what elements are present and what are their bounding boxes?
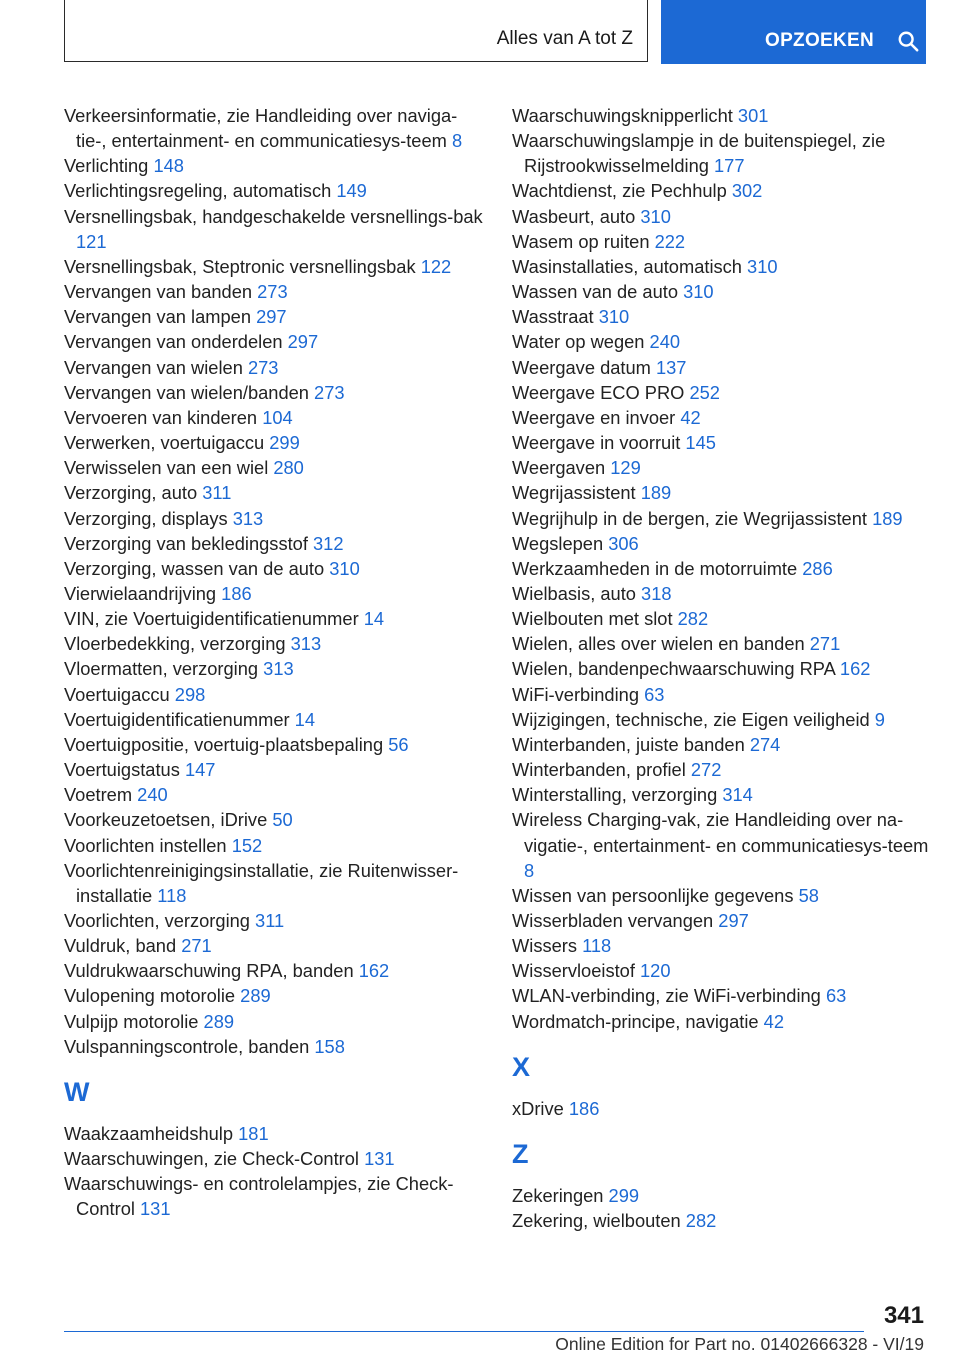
index-list-v xyxy=(64,103,484,1059)
page-reference-link[interactable]: 274 xyxy=(749,733,781,755)
index-entry xyxy=(512,506,932,531)
index-list-z xyxy=(512,1183,932,1233)
index-entry xyxy=(512,430,932,455)
page-reference-link[interactable]: 189 xyxy=(872,507,903,529)
page-reference-link[interactable]: 122 xyxy=(420,255,452,277)
index-entry-text: Waarschuwingsknipperlicht xyxy=(512,105,738,126)
index-entry xyxy=(64,757,484,782)
index-entry xyxy=(512,908,932,933)
page-reference-link[interactable]: 158 xyxy=(314,1035,345,1057)
page-reference-link[interactable]: 189 xyxy=(640,482,672,504)
index-entry-text: Verzorging, auto xyxy=(64,482,203,504)
index-entry-text: Wireless Charging-vak, zie Handleiding over na-vigatie-, entertainment- en communicatiesys-teem xyxy=(512,809,929,856)
index-entry-text: Voorlichtenreinigingsinstallatie, zie Ruitenwisser-installatie xyxy=(64,859,459,906)
index-entry-text: Weergave en invoer xyxy=(512,406,681,428)
page-reference-link[interactable]: 58 xyxy=(798,884,819,906)
index-entry xyxy=(64,531,484,556)
index-entry-text: Vuldrukwaarschuwing RPA, banden xyxy=(64,960,359,982)
footer-divider xyxy=(64,1331,864,1332)
index-entry-text: Wassen van de auto xyxy=(512,281,684,303)
index-entry xyxy=(512,1009,932,1034)
page-reference-link[interactable]: 299 xyxy=(269,432,300,454)
index-entry xyxy=(64,581,484,606)
index-entry xyxy=(512,682,932,707)
page-number: 341 xyxy=(883,1302,924,1329)
search-icon xyxy=(897,30,919,52)
tab-opzoeken[interactable] xyxy=(661,0,926,64)
page-reference-link[interactable]: 118 xyxy=(157,884,187,906)
page-reference-link[interactable]: 162 xyxy=(839,658,871,680)
index-entry-text: Wisservloeistof xyxy=(512,960,640,982)
page-reference-link[interactable]: 311 xyxy=(255,910,285,931)
index-entry xyxy=(64,355,484,380)
page-reference-link[interactable]: 9 xyxy=(874,708,885,730)
index-entry-text: Verzorging, wassen van de auto xyxy=(64,557,330,579)
index-entry-text: Vervangen van wielen/banden xyxy=(64,381,315,403)
index-entry-text: Wegrijassistent xyxy=(512,482,641,504)
page-reference-link[interactable]: 282 xyxy=(685,1210,717,1232)
index-entry-text: Vuldruk, band xyxy=(64,935,182,957)
index-entry-text: Vloermatten, verzorging xyxy=(64,658,264,680)
index-entry xyxy=(64,631,484,656)
index-entry-text: Wordmatch-principe, navigatie xyxy=(512,1010,764,1032)
section-letter-x: X xyxy=(512,1051,531,1082)
page-reference-link[interactable]: 56 xyxy=(388,733,409,755)
index-entry-text: Winterbanden, juiste banden xyxy=(512,733,750,755)
index-entry xyxy=(512,229,932,254)
page-reference-link[interactable]: 42 xyxy=(680,406,701,428)
index-entry-text: Wegrijhulp in de bergen, zie Wegrijassistent xyxy=(512,507,873,529)
page-reference-link[interactable]: 302 xyxy=(731,180,763,202)
index-entry-text: Wegslepen xyxy=(512,532,609,554)
index-entry xyxy=(512,958,932,983)
index-entry-text: Verlichting xyxy=(64,155,154,177)
index-entry-text: xDrive xyxy=(512,1097,569,1119)
index-entry xyxy=(512,204,932,229)
index-entry xyxy=(64,430,484,455)
index-entry-text: Verzorging van bekledingsstof xyxy=(64,532,313,554)
index-entry-text: Voorlichten instellen xyxy=(64,834,232,856)
index-list-w xyxy=(64,1121,484,1222)
page-reference-link[interactable]: 297 xyxy=(287,331,319,353)
page-reference-link[interactable]: 282 xyxy=(677,608,709,630)
index-entry-text: Wissers xyxy=(512,935,583,957)
index-entry xyxy=(64,707,484,732)
index-entry xyxy=(64,732,484,757)
footer-edition: Online Edition for Part no. 01402666328 - VI/19 xyxy=(555,1334,924,1354)
index-entry-text: Wielen, bandenpechwaarschuwing RPA xyxy=(512,658,840,680)
index-entry xyxy=(512,1096,932,1121)
page-reference-link[interactable]: 104 xyxy=(262,406,293,428)
index-entry-text: Verwerken, voertuigaccu xyxy=(64,432,270,454)
index-entry xyxy=(512,656,932,681)
page-reference-link[interactable]: 152 xyxy=(231,834,263,856)
index-entry xyxy=(512,329,932,354)
page-reference-link[interactable]: 310 xyxy=(640,205,671,227)
page-reference-link[interactable]: 131 xyxy=(140,1198,171,1220)
page-reference-link[interactable]: 120 xyxy=(640,960,671,982)
index-entry xyxy=(512,531,932,556)
page-reference-link[interactable]: 310 xyxy=(683,281,714,303)
index-entry xyxy=(64,606,484,631)
page-reference-link[interactable]: 63 xyxy=(644,683,665,705)
index-entry xyxy=(64,656,484,681)
index-entry-text: Vervangen van banden xyxy=(64,281,258,303)
index-entry-text: Voertuigstatus xyxy=(64,759,185,781)
page-reference-link[interactable]: 273 xyxy=(314,381,345,403)
section-letter-w: W xyxy=(64,1076,90,1107)
page-reference-link[interactable]: 273 xyxy=(247,356,279,378)
index-entry-text: Vervangen van lampen xyxy=(64,306,257,328)
section-letter-z: Z xyxy=(512,1138,529,1169)
index-entry-text: Water op wegen xyxy=(512,331,650,353)
page-reference-link[interactable]: 42 xyxy=(763,1010,784,1032)
page-reference-link[interactable]: 14 xyxy=(294,708,316,730)
index-entry-text: Wasstraat xyxy=(512,306,599,328)
page-reference-link[interactable]: 14 xyxy=(363,608,385,630)
page-reference-link[interactable]: 271 xyxy=(809,633,841,655)
top-navigation xyxy=(64,0,926,64)
index-entry-text: Wielen, alles over wielen en banden xyxy=(512,633,810,655)
page-reference-link[interactable]: 50 xyxy=(272,809,293,831)
page-reference-link[interactable]: 310 xyxy=(598,306,630,328)
index-entry xyxy=(512,933,932,958)
index-entry xyxy=(512,304,932,329)
index-entry-text: Wasem op ruiten xyxy=(512,230,655,252)
index-entry xyxy=(64,204,484,254)
index-entry-text: Waakzaamheidshulp xyxy=(64,1122,239,1144)
index-entry xyxy=(64,405,484,430)
index-entry-text: Vulspanningscontrole, banden xyxy=(64,1035,315,1057)
index-entry-text: Vulopening motorolie xyxy=(64,985,241,1007)
index-entry-text: Weergave datum xyxy=(512,356,656,378)
page-reference-link[interactable]: 273 xyxy=(257,281,288,303)
index-entry-text: Wachtdienst, zie Pechhulp xyxy=(512,180,732,202)
tab-opzoeken-label: OPZOEKEN xyxy=(765,30,875,51)
index-entry-text: Vloerbedekking, verzorging xyxy=(64,633,291,655)
index-entry xyxy=(64,279,484,304)
index-entry xyxy=(64,178,484,203)
index-entry xyxy=(512,707,932,732)
index-entry-text: Wisserbladen vervangen xyxy=(512,910,719,931)
page-reference-link[interactable]: 222 xyxy=(654,230,686,252)
index-entry xyxy=(64,329,484,354)
index-entry xyxy=(64,455,484,480)
page-reference-link[interactable]: 311 xyxy=(202,482,232,504)
index-entry xyxy=(512,556,932,581)
page-reference-link[interactable]: 313 xyxy=(263,658,294,680)
index-entry xyxy=(64,480,484,505)
page-reference-link[interactable]: 137 xyxy=(655,356,687,378)
page-reference-link[interactable]: 313 xyxy=(232,507,264,529)
index-entry-text: Voertuigaccu xyxy=(64,683,175,705)
index-entry xyxy=(512,757,932,782)
index-list-x xyxy=(512,1096,932,1121)
index-entry xyxy=(512,782,932,807)
index-entry xyxy=(512,606,932,631)
page-reference-link[interactable]: 149 xyxy=(336,180,367,202)
index-entry-text: Vervangen van onderdelen xyxy=(64,331,288,353)
index-entry-text: Wielbasis, auto xyxy=(512,582,642,604)
index-entry-text: Vervangen van wielen xyxy=(64,356,248,378)
index-entry-text: Zekering, wielbouten xyxy=(512,1210,686,1232)
index-entry-text: Weergave in voorruit xyxy=(512,432,686,454)
page-reference-link[interactable]: 181 xyxy=(238,1122,269,1144)
page-reference-link[interactable]: 252 xyxy=(689,381,720,403)
index-entry-text: Verkeersinformatie, zie Handleiding over naviga-tie-, entertainment- en communicatiesys-teem xyxy=(64,105,458,152)
index-entry-text: WLAN-verbinding, zie WiFi-verbinding xyxy=(512,985,826,1007)
index-entry xyxy=(64,1146,484,1171)
page-reference-link[interactable]: 240 xyxy=(649,331,681,353)
index-entry-text: Werkzaamheden in de motorruimte xyxy=(512,557,803,579)
index-entry xyxy=(512,883,932,908)
index-entry-text: Versnellingsbak, Steptronic versnellingsbak xyxy=(64,255,421,277)
index-entry-text: Voertuigidentificatienummer xyxy=(64,708,295,730)
index-entry-text: WiFi-verbinding xyxy=(512,683,645,705)
page-reference-link[interactable]: 306 xyxy=(608,532,639,554)
index-column-right xyxy=(512,103,932,1233)
index-entry xyxy=(64,782,484,807)
index-entry-text: Wissen van persoonlijke gegevens xyxy=(512,884,799,906)
index-entry-text: Winterstalling, verzorging xyxy=(512,784,723,806)
page-reference-link[interactable]: 313 xyxy=(290,633,322,655)
index-entry xyxy=(512,254,932,279)
index-entry xyxy=(512,128,932,178)
index-entry xyxy=(512,732,932,757)
page-reference-link[interactable]: 280 xyxy=(273,457,304,479)
page-reference-link[interactable]: 272 xyxy=(690,759,722,781)
page-reference-link[interactable]: 162 xyxy=(358,960,390,982)
index-entry-text: Waarschuwingen, zie Check-Control xyxy=(64,1148,365,1170)
index-entry xyxy=(64,1171,484,1221)
index-entry xyxy=(512,480,932,505)
index-entry-text: Voorkeuzetoetsen, iDrive xyxy=(64,809,273,831)
index-entry xyxy=(512,103,932,128)
index-entry-text: Wasbeurt, auto xyxy=(512,205,641,227)
index-entry-text: Voorlichten, verzorging xyxy=(64,910,256,931)
page-reference-link[interactable]: 318 xyxy=(641,582,672,604)
page-reference-link[interactable]: 298 xyxy=(174,683,206,705)
page-reference-link[interactable]: 310 xyxy=(747,255,778,277)
page-reference-link[interactable]: 63 xyxy=(825,985,847,1007)
index-entry-text: Wijzigingen, technische, zie Eigen veiligheid xyxy=(512,708,875,730)
index-entry xyxy=(64,254,484,279)
index-entry-text: Voetrem xyxy=(64,784,138,806)
index-entry-text: Waarschuwings- en controlelampjes, zie Check-Control xyxy=(64,1173,454,1220)
index-entry-text: Wielbouten met slot xyxy=(512,608,678,630)
index-entry xyxy=(512,279,932,304)
page-reference-link[interactable]: 145 xyxy=(685,432,716,454)
index-entry xyxy=(512,983,932,1008)
index-entry-text: Zekeringen xyxy=(512,1184,609,1206)
index-entry-text: Verlichtingsregeling, automatisch xyxy=(64,180,337,202)
page-reference-link[interactable]: 129 xyxy=(610,457,641,479)
index-entry xyxy=(512,405,932,430)
index-entry xyxy=(64,833,484,858)
page-reference-link[interactable]: 271 xyxy=(181,935,212,957)
index-entry xyxy=(64,807,484,832)
index-entry xyxy=(64,958,484,983)
page-reference-link[interactable]: 301 xyxy=(737,105,769,126)
index-entry xyxy=(512,1183,932,1208)
index-entry-text: Wasinstallaties, automatisch xyxy=(512,255,748,277)
page-reference-link[interactable]: 121 xyxy=(76,230,107,252)
page-reference-link[interactable]: 131 xyxy=(364,1148,395,1170)
page-reference-link[interactable]: 312 xyxy=(312,532,344,554)
index-entry xyxy=(512,631,932,656)
index-entry xyxy=(64,506,484,531)
index-entry-text: Weergaven xyxy=(512,457,611,479)
index-entry xyxy=(512,807,932,882)
page-reference-link[interactable]: 297 xyxy=(718,910,749,931)
index-column-left xyxy=(64,103,484,1222)
index-entry xyxy=(64,1009,484,1034)
index-entry-text: Voertuigpositie, voertuig-plaatsbepaling xyxy=(64,733,389,755)
page-reference-link[interactable]: 8 xyxy=(451,130,463,152)
page-reference-link[interactable]: 289 xyxy=(240,985,271,1007)
page-reference-link[interactable]: 147 xyxy=(184,759,216,781)
index-entry xyxy=(512,581,932,606)
page-reference-link[interactable]: 289 xyxy=(203,1010,235,1032)
page-reference-link[interactable]: 177 xyxy=(713,155,745,177)
tab-alles-label: Alles van A tot Z xyxy=(496,28,633,49)
index-entry xyxy=(64,682,484,707)
page-reference-link[interactable]: 310 xyxy=(329,557,360,579)
page-reference-link[interactable]: 240 xyxy=(137,784,168,806)
index-entry-text: Vulpijp motorolie xyxy=(64,1010,204,1032)
index-entry xyxy=(512,455,932,480)
index-entry xyxy=(64,304,484,329)
index-entry-text: Weergave ECO PRO xyxy=(512,381,690,403)
index-entry xyxy=(64,1034,484,1059)
index-entry-text: Vervoeren van kinderen xyxy=(64,406,263,428)
index-entry-text: VIN, zie Voertuigidentificatienummer xyxy=(64,608,364,630)
index-entry-text: Verwisselen van een wiel xyxy=(64,457,274,479)
page-reference-link[interactable]: 118 xyxy=(582,935,612,957)
index-entry-text: Waarschuwingslampje in de buitenspiegel, zie Rijstrookwisselmelding xyxy=(512,130,886,177)
index-list-w-continued xyxy=(512,103,932,1034)
page-reference-link[interactable]: 286 xyxy=(802,557,833,579)
index-entry-text: Verzorging, displays xyxy=(64,507,233,529)
page-reference-link[interactable]: 299 xyxy=(608,1184,640,1206)
page-reference-link[interactable]: 186 xyxy=(568,1097,600,1119)
index-entry xyxy=(512,380,932,405)
page-reference-link[interactable]: 297 xyxy=(256,306,287,328)
index-entry xyxy=(512,178,932,203)
index-entry xyxy=(512,1208,932,1233)
index-entry xyxy=(64,556,484,581)
page-reference-link[interactable]: 148 xyxy=(153,155,184,177)
index-entry xyxy=(64,153,484,178)
page-reference-link[interactable]: 8 xyxy=(524,859,535,881)
index-entry-text: Winterbanden, profiel xyxy=(512,759,691,781)
index-entry xyxy=(64,908,484,933)
index-entry-text: Vierwielaandrijving xyxy=(64,582,222,604)
index-entry xyxy=(64,380,484,405)
index-entry xyxy=(64,933,484,958)
page-reference-link[interactable]: 186 xyxy=(221,582,252,604)
index-entry-text: Versnellingsbak, handgeschakelde versnellings-bak xyxy=(64,205,483,227)
index-entry xyxy=(64,103,484,153)
page-reference-link[interactable]: 314 xyxy=(722,784,753,806)
tab-alles-van-a-tot-z[interactable] xyxy=(64,0,648,62)
index-entry xyxy=(64,858,484,908)
index-entry xyxy=(64,983,484,1008)
index-entry xyxy=(64,1121,484,1146)
index-entry xyxy=(512,355,932,380)
